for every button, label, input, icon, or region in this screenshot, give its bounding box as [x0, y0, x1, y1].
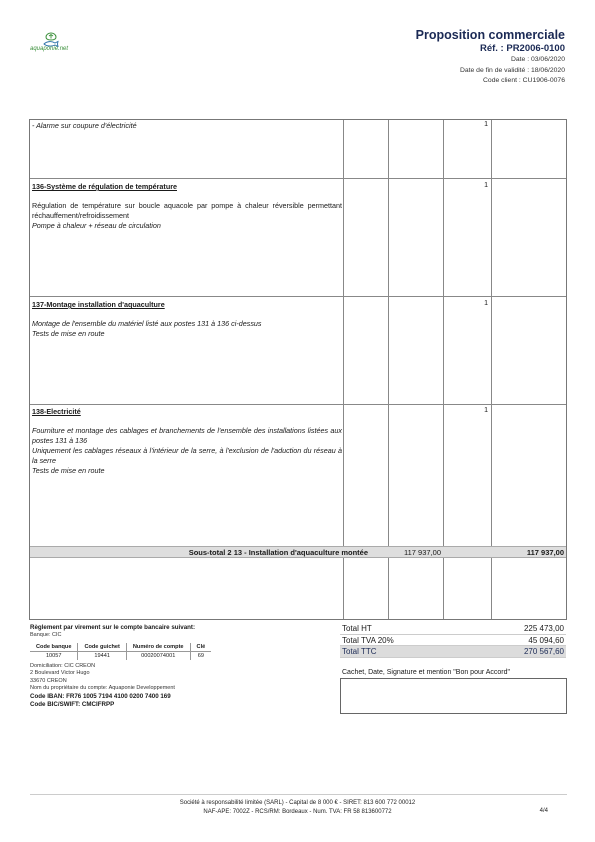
item-description: Régulation de température sur boucle aquacole par pompe à chaleur réversible permettant réchauffement/refroidissement — [32, 201, 342, 220]
list-item — [32, 407, 342, 476]
total-value: 45 094,60 — [528, 635, 564, 645]
signature-box — [340, 678, 567, 714]
item-note: Uniquement les cablages réseaux à l'intérieur de la serre, à l'exclusion de l'aduction du réseau à la serre — [32, 446, 342, 465]
footer-legal-line: NAF-APE: 7002Z - RCS/RM: Bordeaux - Num. TVA: FR 58 813600772 — [203, 809, 392, 815]
total-value: 225 473,00 — [523, 624, 564, 633]
document-title: Proposition commerciale — [415, 28, 565, 42]
validity-date: Date de fin de validité : 18/06/2020 — [459, 66, 565, 74]
page-number: 4/4 — [539, 808, 548, 814]
bank-address-line: 33670 CREON — [30, 677, 67, 684]
fish-plant-icon — [40, 32, 62, 47]
document-reference: Réf. : PR2006-0100 — [479, 43, 565, 54]
row-divider — [30, 178, 566, 179]
item-quantity: 1 — [484, 300, 488, 307]
item-note: Tests de mise en route — [32, 329, 105, 338]
payment-section — [30, 623, 330, 709]
payment-title: Règlement par virement sur le compte bancaire suivant: — [30, 624, 196, 631]
item-note: Pompe à chaleur + réseau de circulation — [32, 221, 161, 230]
page-footer — [0, 799, 595, 817]
signature-label: Cachet, Date, Signature et mention "Bon pour Accord" — [342, 669, 511, 676]
bank-table-header: Code banque — [30, 643, 78, 652]
item-title: 138-Electricité — [32, 407, 81, 416]
document-date: Date : 03/06/2020 — [510, 56, 565, 63]
row-divider — [30, 404, 566, 405]
subtotal-label: Sous-total 2 13 - Installation d'aquaculture montée — [188, 548, 368, 557]
column-divider — [491, 120, 492, 619]
totals-table — [340, 623, 566, 658]
item-quantity: 1 — [484, 407, 488, 414]
bank-domiciliation: Domiciliation: CIC CREON — [30, 662, 96, 669]
total-value: 270 567,60 — [523, 647, 564, 656]
item-quantity: 1 — [484, 182, 488, 189]
logo-text: aquaponie.net — [30, 46, 69, 52]
document-header — [416, 28, 565, 87]
bank-address-line: 2 Boulevard Victor Hugo — [30, 670, 90, 676]
list-item — [32, 121, 342, 131]
column-divider — [443, 120, 444, 619]
total-label: Total TVA 20% — [342, 635, 394, 645]
subtotal-total: 117 937,00 — [526, 548, 564, 557]
bank-table-cell: 19441 — [78, 651, 126, 660]
bank-details-table — [30, 643, 211, 660]
list-item — [32, 300, 342, 339]
account-owner: Nom du propriétaire du compte: Aquaponie Developpement — [30, 685, 175, 691]
item-note: Tests de mise en route — [32, 466, 105, 475]
item-quantity: 1 — [484, 121, 488, 128]
item-title: 137-Montage installation d'aquaculture — [32, 300, 165, 309]
bank-table-header: Code guichet — [78, 643, 126, 652]
total-ttc-row — [340, 646, 566, 658]
bank-table-header: Numéro de compte — [126, 643, 190, 652]
column-divider — [388, 120, 389, 619]
total-label: Total HT — [342, 624, 372, 633]
item-description: - Alarme sur coupure d'électricité — [32, 121, 137, 130]
total-tva-row — [340, 635, 566, 647]
bank-name: Banque: CIC — [30, 632, 62, 638]
column-divider — [343, 120, 344, 619]
item-title: 136-Système de régulation de température — [32, 182, 177, 191]
total-ht-row — [340, 623, 566, 635]
item-description: Montage de l'ensemble du matériel listé aux postes 131 à 136 ci-dessus — [32, 319, 262, 328]
bank-table-cell: 69 — [190, 651, 211, 660]
subtotal-ht: 117 937,00 — [404, 548, 441, 557]
client-code: Code client : CU1906-0076 — [483, 77, 565, 84]
iban-code: Code IBAN: FR76 1005 7194 4100 0200 7400 169 — [30, 692, 171, 700]
bic-code: Code BIC/SWIFT: CMCIFRPP — [30, 700, 115, 708]
row-divider — [30, 296, 566, 297]
footer-divider — [30, 794, 567, 795]
list-item — [32, 182, 342, 231]
bank-table-cell: 10057 — [45, 652, 62, 659]
bank-table-cell: 00020074001 — [126, 651, 190, 660]
item-description: Fourniture et montage des cablages et branchements de l'ensemble des installations listées aux postes 131 à 136 — [32, 426, 342, 445]
footer-legal-line: Société à responsabilité limitée (SARL) - Capital de 8 000 € - SIRET: 813 600 772 00012 — [179, 800, 416, 806]
total-label: Total TTC — [342, 647, 377, 656]
bank-table-header: Clé — [190, 643, 211, 652]
company-logo — [30, 32, 86, 56]
